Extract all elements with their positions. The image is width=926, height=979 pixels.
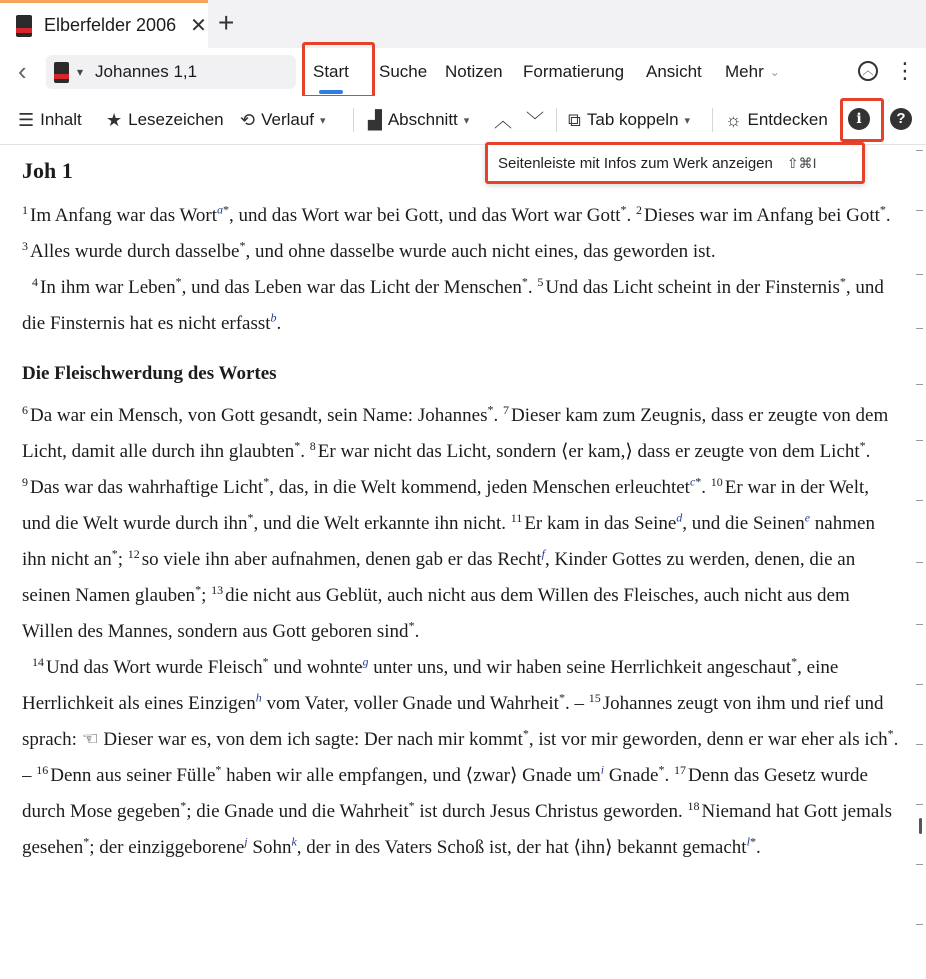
menu-formatierung[interactable]: Formatierung [523, 62, 625, 81]
tab-bar [0, 0, 926, 48]
chevron-down-icon: ▾ [320, 114, 326, 127]
start-highlight [302, 42, 375, 98]
chevron-down-icon: ▾ [684, 114, 691, 127]
scroll-marker [916, 274, 923, 275]
menu-ansicht[interactable]: Ansicht [646, 62, 702, 81]
lesezeichen-button[interactable] [106, 96, 224, 144]
link-icon: ⧉ [568, 109, 581, 130]
menu-suche[interactable]: Suche [379, 62, 428, 81]
info-icon[interactable]: i [848, 108, 870, 130]
menu-mehr[interactable] [725, 48, 780, 96]
toolbar [0, 96, 926, 145]
previous-section-button[interactable]: ︿ [494, 111, 512, 131]
bar-chart-icon: ▟ [368, 109, 382, 130]
tooltip-text: Seitenleiste mit Infos zum Werk anzeigen [498, 154, 773, 172]
chevron-down-icon: ▾ [463, 114, 470, 127]
scroll-marker [916, 562, 923, 563]
paragraph-1: $^1$ Im Anfang war das Wort$^{a*}$, und das Wort war bei Gott, und das Wort war Gott*. $^2$ Dieses war im Anfang bei Gott*. $^3$ Alles wurde durch dasselbe*, und ohne dasselbe wurde auch nicht eines, das geworden ist. $^4$ In ihm war Leben*, und das Leben war das Licht der Menschen*. $^5$ Und das Licht scheint in der Finsternis*, und die Finsternis hat es nicht erfasst$^b$. [22, 202, 891, 334]
tab-koppeln-button[interactable] [568, 96, 690, 144]
scroll-marker [916, 624, 923, 625]
new-tab-button[interactable]: + [218, 7, 235, 38]
menu-notizen[interactable]: Notizen [445, 62, 503, 81]
entdecken-label: Entdecken [747, 110, 828, 129]
scroll-marker [916, 744, 923, 745]
reference-label: Johannes 1,1 [95, 62, 198, 81]
book-selector[interactable] [46, 55, 296, 89]
tab-title: Elberfelder 2006 [44, 15, 177, 35]
close-tab-icon[interactable]: ✕ [190, 15, 207, 37]
scroll-marker [916, 804, 923, 805]
menu-start[interactable]: Start [313, 48, 349, 96]
scroll-marker [916, 684, 923, 685]
menu-mehr-label: Mehr [725, 62, 764, 81]
scroll-marker [916, 384, 923, 385]
divider [353, 108, 354, 132]
scroll-marker [916, 440, 923, 441]
scroll-marker [916, 210, 923, 211]
abschnitt-label: Abschnitt [387, 110, 458, 129]
chevron-down-icon: ▾ [77, 65, 84, 79]
back-arrow-icon[interactable]: ‹ [18, 56, 27, 86]
tab-koppeln-label: Tab koppeln [586, 110, 679, 129]
help-icon[interactable]: ? [890, 108, 912, 130]
more-vertical-icon[interactable]: ⋮ [894, 58, 916, 83]
scroll-marker [916, 864, 923, 865]
book-icon [16, 15, 32, 37]
book-icon [54, 62, 69, 83]
scrollbar[interactable] [912, 144, 926, 979]
inhalt-button[interactable] [18, 96, 82, 144]
tooltip-shortcut: ⇧⌘I [786, 154, 817, 171]
chapter-title: Joh 1 [22, 158, 73, 183]
lightbulb-icon: ☼ [725, 109, 742, 130]
scroll-marker [916, 328, 923, 329]
lesezeichen-label: Lesezeichen [128, 110, 224, 129]
list-icon: ☰ [18, 109, 35, 130]
chevron-down-icon: ⌄ [769, 65, 780, 79]
scroll-marker [916, 500, 923, 501]
nav-row [0, 48, 926, 96]
paragraph-2: $^6$ Da war ein Mensch, von Gott gesandt, sein Name: Johannes*. $^7$ Dieser kam zum Zeugnis, dass er zeugte von dem Licht, damit alle durch ihn glaubten*. $^8$ Er war nicht das Licht, sondern ⟨er kam,⟩ dass er zeugte von dem Licht*. $^9$ Das war das wahrhaftige Licht*, das, in die Welt kommend, jeden Menschen erleuchtet$^{c*}$. $^{10}$ Er war in der Welt, und die Welt wurde durch ihn*, und die Welt erkannte ihn nicht. $^{11}$ Er kam in das Seine$^d$, und die Seinen$^e$ nahmen ihn nicht an*; $^{12}$ so viele ihn aber aufnahmen, denen gab er das Recht$^f$, Kinder Gottes zu werden, denen, die an seinen Namen glauben*; $^{13}$ die nicht aus Geblüt, auch nicht aus dem Willen des Fleisches, auch nicht aus dem Willen des Mannes, sondern aus Gott geboren sind*. $^{14}$ Und das Wort wurde Fleisch* und wohnte$^g$ unter uns, und wir haben seine Herrlichkeit angeschaut*, eine Herrlichkeit als eines Einzigen$^h$ vom Vater, voller Gnade und Wahrheit*. – $^{15}$ Johannes zeugt von ihm und rief und sprach: ☜ Dieser war es, von dem ich sagte: Der nach mir kommt*, ist vor mir geworden, denn er war eher als ich*. – $^{16}$ Denn aus seiner Fülle* haben wir alle empfangen, und ⟨zwar⟩ Gnade um$^i$ Gnade*. $^{17}$ Denn das Gesetz wurde durch Mose gegeben*; die Gnade und die Wahrheit* ist durch Jesus Christus geworden. $^{18}$ Niemand hat Gott jemals gesehen*; der einziggeborene$^j$ Sohn$^k$, der in des Vaters Schoß ist, der hat ⟨ihn⟩ bekannt gemacht$^{l*}$. [22, 402, 899, 858]
star-icon: ★ [106, 109, 123, 130]
inhalt-label: Inhalt [40, 110, 82, 129]
abschnitt-button[interactable] [368, 96, 469, 144]
verlauf-button[interactable] [240, 96, 326, 144]
section-heading: Die Fleischwerdung des Wortes [22, 363, 277, 384]
history-icon: ⟲ [240, 109, 256, 130]
divider [556, 108, 557, 132]
verlauf-label: Verlauf [261, 110, 315, 129]
info-highlight [840, 98, 884, 142]
divider [712, 108, 713, 132]
scroll-marker [916, 150, 923, 151]
next-section-button[interactable]: ﹀ [526, 111, 544, 131]
scroll-thumb[interactable] [919, 818, 922, 834]
scroll-marker [916, 924, 923, 925]
bible-text [22, 150, 902, 979]
entdecken-button[interactable] [725, 96, 828, 144]
tab-elberfelder[interactable] [0, 0, 208, 48]
collapse-up-icon[interactable]: ︿ [858, 61, 878, 81]
